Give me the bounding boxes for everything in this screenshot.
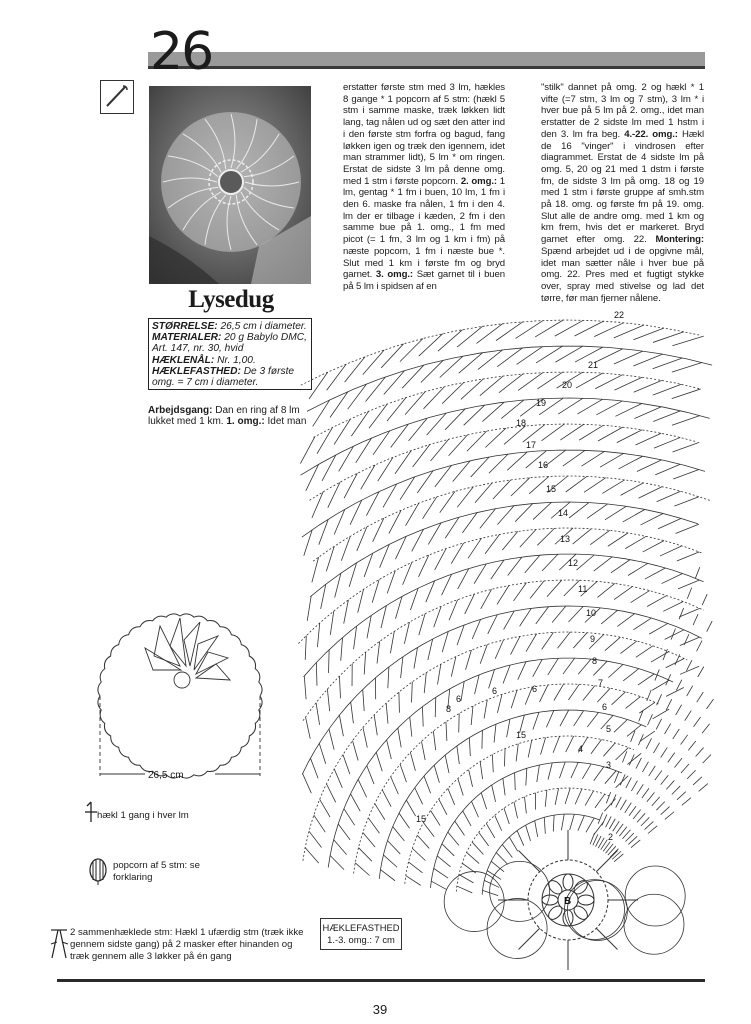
diagram-round-label: 5 bbox=[606, 724, 612, 734]
materials-value: 20 g Babylo DMC, Art. 147, nr. 30, hvid bbox=[152, 332, 307, 355]
gauge-label: HÆKLEFASTHED: bbox=[152, 365, 241, 377]
two-together-symbol-icon bbox=[48, 926, 70, 962]
specs-box bbox=[148, 318, 312, 390]
legend-popcorn-text: popcorn af 5 stm: se forklaring bbox=[113, 860, 200, 883]
gauge-box bbox=[320, 918, 402, 950]
diagram-round-label: 13 bbox=[560, 534, 571, 544]
single-crochet-symbol-icon bbox=[84, 800, 98, 828]
footer-rule bbox=[57, 979, 705, 982]
diagram-round-label: 2 bbox=[608, 832, 614, 842]
diagram-round-label: 8 bbox=[446, 704, 452, 714]
diagram-round-label: 19 bbox=[536, 398, 547, 408]
diagram-round-label: 12 bbox=[568, 558, 579, 568]
crochet-hook-icon bbox=[100, 80, 134, 114]
pattern-number: 26 bbox=[150, 22, 213, 82]
diagram-round-label: 6 bbox=[456, 694, 462, 704]
gauge-value: De 3 første omg. = 7 cm i diameter. bbox=[152, 365, 295, 389]
popcorn-symbol-icon bbox=[88, 856, 108, 886]
diagram-round-label: 15 bbox=[546, 484, 557, 494]
hook-label: HÆKLENÅL: bbox=[152, 354, 215, 366]
diagram-round-label: 15 bbox=[516, 730, 527, 740]
materials-label: MATERIALER: bbox=[152, 332, 222, 344]
diagram-round-label: 7 bbox=[598, 678, 604, 688]
diagram-round-label: 21 bbox=[588, 360, 599, 370]
diagram-round-label: 4 bbox=[578, 744, 584, 754]
size-value: 26,5 cm i diameter. bbox=[217, 321, 307, 332]
instructions-column-2 bbox=[541, 82, 704, 304]
diagram-round-label: 14 bbox=[558, 508, 569, 518]
diagram-round-label: 6 bbox=[602, 702, 608, 712]
gauge-box-title: HÆKLEFASTHED bbox=[322, 922, 400, 933]
pattern-title: Lysedug bbox=[188, 286, 274, 313]
diagram-round-label: 20 bbox=[562, 380, 573, 390]
diameter-label: 26,5 cm bbox=[148, 770, 184, 781]
col1-round3-label: 3. omg.: bbox=[375, 269, 413, 281]
gauge-box-value: 1.-3. omg.: 7 cm bbox=[327, 934, 395, 945]
intro-label: Arbejdsgang: bbox=[148, 405, 213, 416]
diagram-round-label: 18 bbox=[516, 418, 527, 428]
legend-together-text: 2 sammenhæklede stm: Hækl 1 ufærdig stm (træk ikke gennem sidste gang) på 2 masker efter hinanden og træk gennem alle 3 løkker på én gang bbox=[70, 927, 304, 962]
page-number: 39 bbox=[372, 1002, 388, 1017]
intro-round-label: 1. omg.: bbox=[226, 416, 265, 428]
col2-p1: "stilk" dannet på omg. 2 og hækl * 1 vifte (=7 stm, 3 lm og 7 stm), 3 lm * i hver bue på 5 lm på 2. omg., idet man erstatter de 2 sidste lm med 1 hstm i den 3. lm fra beg. bbox=[541, 82, 704, 140]
col2-p2: Hækl de 16 "vinger" i vindrosen efter diagrammet. Erstat de 4 sidste lm på omg. 5, 20 og 21 med 1 dstm i første fm, de sidste 3 lm på omg. 18 og 19 med 1 stm i første gruppe af smh.stm på 18. omg. og første fm på 19. omg. Slut alle de andre omg. med 1 km og km frem, hvis det er markeret. Bryd garnet efter omg. 22. bbox=[541, 128, 704, 246]
diagram-round-label: 11 bbox=[578, 584, 588, 594]
legend-fm-text: hækl 1 gang i hver lm bbox=[97, 810, 189, 821]
intro-text-2: Idet man bbox=[264, 416, 307, 428]
crochet-diagram bbox=[296, 302, 716, 982]
instructions-column-1 bbox=[343, 82, 505, 293]
diagram-round-label: 6 bbox=[532, 684, 538, 694]
intro-text-1: Dan en ring af 8 lm lukket med 1 km. bbox=[148, 405, 300, 428]
diagram-round-label: 6 bbox=[492, 686, 498, 696]
diagram-round-label: 16 bbox=[538, 460, 549, 470]
col1-p3: Sæt garnet til i buen på 5 lm i spidsen af en bbox=[343, 269, 506, 292]
size-schematic bbox=[90, 596, 270, 786]
header-rule bbox=[148, 66, 705, 69]
diagram-round-label: 10 bbox=[586, 608, 597, 618]
col2-rounds-label: 4.-22. omg.: bbox=[624, 128, 678, 140]
hook-value: Nr. 1,00. bbox=[214, 354, 256, 366]
col1-p1: erstatter første stm med 3 lm, hækles 8 gange * 1 popcorn af 5 stm: (hækl 5 stm i samme maske, træk løkken lidt lang, tag nålen ud og sæt den atter ind i den første stm forfra og bagud, fang løkken igen og træk den igennem, idet man strammer lidt), 5 lm * om ringen. Erstat de sidste 3 lm på denne omg. med 1 stm i første popcorn. bbox=[343, 82, 505, 187]
col1-round2-label: 2. omg.: bbox=[460, 175, 497, 187]
diagram-round-label: 22 bbox=[614, 310, 625, 320]
diagram-round-label: 15 bbox=[416, 814, 427, 824]
col2-assembly-label: Montering: bbox=[655, 234, 704, 246]
col2-p3: Spænd arbejdet ud i de opgivne mål, idet man sætter nåle i hver bue på omg. 22. Pres med et fugtigt stykke over, spray med stivelse og lad det tørre, før man fjerner nålene. bbox=[541, 245, 704, 304]
col1-p2: 1 lm, gentag * 1 fm i buen, 10 lm, 1 fm i den 6. maske fra nålen, 1 fm i den 4. lm der er tilbage i kæden, 2 fm i den samme bue på 1. omg., 1 fm med picot (= 1 fm, 3 lm og 1 km i fm) på næste popcorn, 1 fm i næste bue *. Slut med 1 km i første fm og bryd garnet. bbox=[343, 175, 505, 281]
diagram-round-label: 3 bbox=[606, 760, 612, 770]
diagram-round-label: 17 bbox=[526, 440, 537, 450]
diagram-center-label: B bbox=[564, 896, 572, 907]
diagram-round-label: 9 bbox=[590, 634, 596, 644]
intro-text bbox=[148, 405, 313, 428]
size-label: STØRRELSE: bbox=[152, 321, 218, 332]
diagram-round-label: 8 bbox=[592, 656, 598, 666]
doily-photo bbox=[149, 86, 311, 284]
